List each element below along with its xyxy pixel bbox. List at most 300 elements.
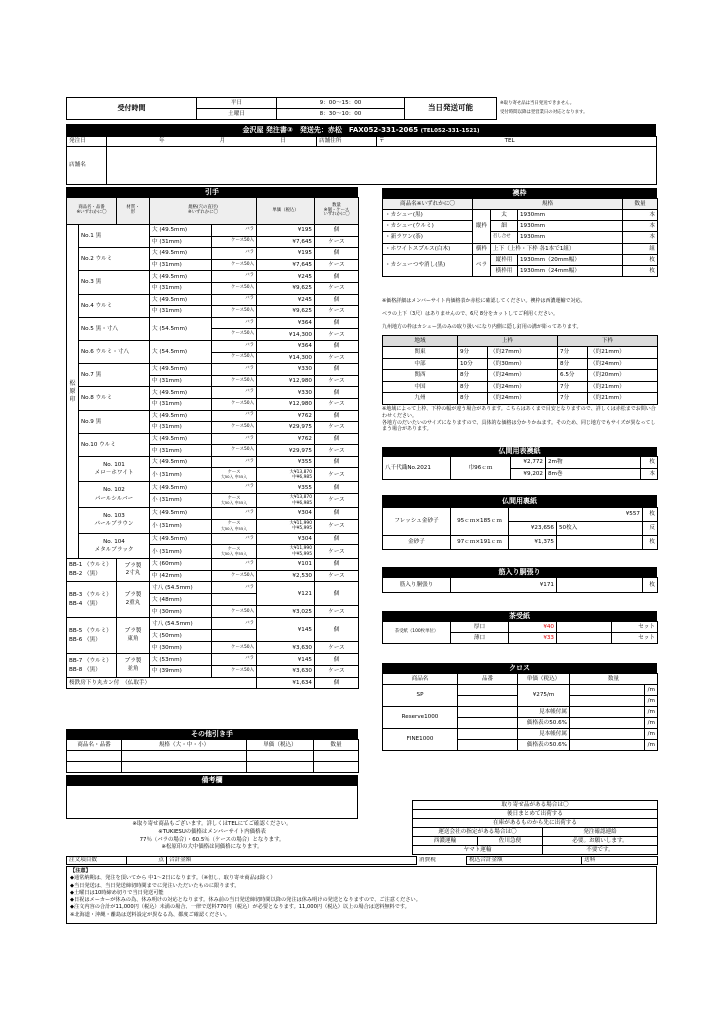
table-cell: ¥1,634 [257, 677, 315, 689]
table-cell [122, 762, 247, 773]
table-cell: ¥3,630 [257, 666, 315, 678]
table-cell [247, 762, 314, 773]
table-cell: ¥9,202 [511, 468, 546, 480]
table-cell: バラ [212, 456, 257, 468]
area-row [383, 381, 658, 393]
hikite-row[interactable] [67, 410, 359, 422]
table-cell [570, 685, 645, 696]
table-cell: ¥9,625 [257, 306, 315, 318]
table-cell: 個 [315, 618, 359, 642]
text: BB-1 （ウルミ） [69, 562, 112, 569]
text: 東角 [127, 635, 139, 642]
table-cell: 商品名 [383, 674, 458, 685]
text: (TEL052-331-1521) [420, 128, 480, 134]
text: プラ製 [124, 628, 142, 635]
text: ※北海道・沖縄・離島は送料設定が異なる為、都度ご確認ください。 [70, 911, 230, 918]
table-cell: 7分 [558, 381, 588, 393]
table-cell: ¥12,980 [257, 375, 315, 387]
form-title [66, 124, 656, 136]
table-cell [458, 685, 518, 696]
table-cell: （約27mm） [488, 347, 558, 359]
table-cell: 中 (39mm) [150, 666, 212, 678]
order-date-field[interactable] [107, 137, 317, 147]
table-cell: 寸八 (54.5mm) [150, 618, 212, 630]
table-cell: 単価（税込） [247, 740, 314, 751]
table-cell: ¥275/m [518, 685, 570, 707]
table-cell: 下枠 [558, 336, 658, 347]
table-cell: ¥355 [257, 456, 315, 468]
saturday-label: 土曜日 [197, 109, 277, 120]
table-cell: 大 (49.5mm) [150, 364, 212, 376]
text: ※個・ケース [323, 207, 350, 213]
table-cell: 1930mm [518, 210, 623, 221]
table-cell [570, 740, 645, 751]
table-cell: （約30mm） [488, 358, 558, 370]
table-cell: No.3 黒 [79, 271, 150, 294]
table-cell: 中 (31mm) [150, 398, 212, 410]
table-cell: ケース [315, 422, 359, 434]
table-cell: 厚口 [451, 622, 509, 633]
hikite-row[interactable] [67, 559, 359, 571]
text: 大¥13,870 [289, 495, 312, 501]
table-cell: 縦枠用 [491, 254, 518, 265]
table-cell: 税込合計金額 [467, 857, 582, 865]
table-cell: ・カシュー(黒) [383, 210, 473, 221]
text: 中¥6,985 [292, 474, 312, 480]
text: 並角 [127, 665, 139, 672]
table-cell: バラ [212, 533, 257, 545]
hikite-row[interactable] [67, 482, 359, 494]
table-cell: ¥195 [257, 225, 315, 237]
table-cell: バラ [212, 364, 257, 376]
table-cell: バラ [212, 294, 257, 306]
hikite-row[interactable] [67, 340, 359, 352]
text: 商品名・品番 [78, 205, 105, 211]
other-hikite-table [66, 739, 359, 773]
table-cell: バラ [212, 410, 257, 422]
table-cell: 中 (30mm) [150, 606, 212, 618]
table-cell [557, 536, 643, 550]
hikite-row[interactable] [67, 456, 359, 468]
remarks-field[interactable] [66, 785, 358, 819]
table-cell: 大 (49.5mm) [150, 271, 212, 283]
table-cell: ケース50入 [212, 329, 257, 341]
table-cell: 個 [315, 225, 359, 237]
table-cell: 中 (31mm) [150, 422, 212, 434]
table-cell: 個 [315, 317, 359, 329]
butsu-ura-table [382, 507, 658, 550]
text: ※いずれかに〇 [76, 210, 107, 215]
confirm-no[interactable]: 不要です。 [543, 846, 658, 855]
table-cell [314, 751, 359, 762]
table-cell: ケース [315, 642, 359, 654]
text: ※地域によって上枠、下枠の幅が違う場合があります。こちらはあくまで目安となりますので、詳しくは赤松までお問い合わせください。 [382, 406, 656, 419]
table-cell: 個 [315, 559, 359, 571]
table-cell: 7分 [558, 347, 588, 359]
reception-label: 受付時間 [67, 98, 197, 120]
table-cell: No.1 黒 [79, 225, 150, 248]
table-cell: 品番 [458, 674, 518, 685]
hikite-row[interactable] [67, 654, 359, 666]
text: ケース [227, 470, 241, 476]
table-cell: No.6 ウルミ・寸八 [79, 340, 150, 363]
table-cell [117, 559, 150, 582]
table-cell: ¥355 [257, 482, 315, 494]
other-row-2[interactable] [67, 762, 122, 773]
table-cell: ケース [315, 545, 359, 559]
hikite-table [66, 197, 359, 689]
table-cell: /m [645, 729, 658, 740]
hikite-row[interactable] [67, 271, 359, 283]
text: BB-6 （黒） [69, 636, 101, 643]
table-cell: ¥364 [257, 317, 315, 329]
table-cell: 大 (48mm) [150, 594, 212, 606]
hikite-row[interactable] [67, 433, 359, 445]
table-cell: ケース50入 [212, 422, 257, 434]
hikite-row[interactable] [67, 618, 359, 630]
table-cell: 大 (49.5mm) [150, 410, 212, 422]
table-cell [117, 582, 150, 618]
hikite-row[interactable] [67, 387, 359, 399]
table-cell [67, 582, 117, 618]
table-cell: 寸八 (54.5mm) [150, 582, 212, 594]
table-cell: 取り寄せ品がある場合は〇 [413, 801, 658, 810]
table-cell: 数量 [314, 740, 359, 751]
table-cell: 茶受紙（100枚単位） [383, 622, 451, 644]
table-cell: ¥40 [509, 622, 557, 633]
table-cell: ケース [315, 236, 359, 248]
table-cell: 中国 [383, 381, 458, 393]
table-cell: （約21mm） [588, 347, 658, 359]
table-cell: 中 (31mm) [150, 306, 212, 318]
table-cell: バラ [212, 582, 257, 594]
table-cell: 中 (31mm) [150, 282, 212, 294]
table-cell: 個 [315, 340, 359, 352]
hikite-row[interactable] [67, 317, 359, 329]
carrier-seino[interactable]: 西濃運輸 [413, 837, 478, 846]
table-cell: ¥3,025 [257, 606, 315, 618]
hikite-row[interactable] [67, 364, 359, 376]
table-cell: /m [645, 685, 658, 696]
table-cell [570, 718, 645, 729]
table-cell: 大 (50mm) [150, 630, 212, 642]
table-cell: 個 [315, 456, 359, 468]
butsu-ura-title: 仏間用裏紙 [382, 495, 657, 507]
table-cell: 発注確認連絡 [543, 828, 658, 837]
table-cell: ¥1,375 [509, 536, 557, 550]
table-cell: 大 (49.5mm) [150, 248, 212, 260]
table-cell: 小 (31mm) [150, 545, 212, 559]
table-cell [570, 707, 645, 718]
table-cell: ¥245 [257, 294, 315, 306]
text: 中¥5,995 [292, 526, 312, 532]
table-cell [117, 198, 150, 225]
table-cell: ケース50入 [212, 642, 257, 654]
table-cell: /m [645, 696, 658, 707]
table-cell: バラ [212, 387, 257, 399]
table-cell: ¥2,772 [511, 457, 546, 469]
text: 大50入 中55入 [220, 474, 248, 480]
table-cell: 召し合せ [491, 232, 518, 243]
table-cell: 8分 [458, 381, 488, 393]
weekday-time: 9：00～15：00 [277, 98, 405, 109]
text: No. 102 [103, 487, 125, 494]
table-cell: 大 (49.5mm) [150, 508, 212, 520]
table-cell: ・新ラワン(茶) [383, 232, 473, 243]
table-cell: /m [645, 707, 658, 718]
text: パールブラウン [94, 521, 134, 528]
table-cell: 個 [315, 482, 359, 494]
table-cell: 関西 [383, 370, 458, 382]
butsu-omote-title: 仏間用表襖紙 [382, 447, 657, 456]
table-cell: No.10 ウルミ [79, 433, 150, 456]
table-cell [212, 468, 257, 482]
table-cell: 中 (31mm) [150, 445, 212, 457]
fuchi-table [382, 198, 658, 277]
hikite-row[interactable] [67, 294, 359, 306]
store-name-label: 店舗名 [67, 147, 107, 185]
text: 金沢屋 発注書③ 発送先：赤松 FAX052-331-2065 [242, 126, 419, 134]
confirm-yes[interactable]: 必要。お願いします。 [543, 837, 658, 846]
area-row [383, 358, 658, 370]
table-cell: 横枠 [473, 243, 491, 254]
table-cell: 商品名・品番 [67, 740, 122, 751]
text: ベラの上下（3尺）はありませんので、6尺 8分をカットしてご利用ください。 [382, 311, 558, 317]
table-cell: 本 [623, 232, 658, 243]
table-cell: 大 (49.5mm) [150, 433, 212, 445]
text: ※取り寄せ商品もございます。詳しくはTELにてご確認ください。 [132, 821, 292, 827]
table-cell: 合計金額 [167, 857, 417, 865]
table-cell: ¥171 [451, 578, 557, 593]
other-row-1[interactable] [67, 751, 122, 762]
text: BB-2 （黒） [69, 571, 101, 578]
table-cell: 大 (49.5mm) [150, 387, 212, 399]
table-cell: 8分 [558, 358, 588, 370]
hikite-row[interactable] [67, 248, 359, 260]
reception-table [66, 97, 657, 120]
table-cell: 大 (49.5mm) [150, 533, 212, 545]
table-cell [458, 729, 518, 740]
text: プラ製 [124, 562, 142, 569]
other-hikite-title: その他引き手 [66, 729, 358, 739]
table-cell [458, 718, 518, 729]
table-cell [257, 468, 315, 482]
text: パールシルバー [94, 495, 134, 502]
store-address-field[interactable] [377, 137, 657, 147]
text: 月 [219, 138, 226, 145]
table-cell: 小 (31mm) [150, 494, 212, 508]
weekday-label: 平日 [197, 98, 277, 109]
cloth-title: クロス [382, 663, 657, 673]
text: 年 [159, 138, 165, 145]
table-cell: 1930mm [518, 232, 623, 243]
table-cell: ケース [315, 494, 359, 508]
text: プラ製 [124, 657, 142, 664]
carrier-yamato[interactable]: ヤマト運輸 [413, 846, 543, 855]
table-cell: セット [612, 622, 658, 633]
table-cell: ¥33 [509, 633, 557, 644]
table-cell: 中部 [383, 358, 458, 370]
table-cell [212, 594, 257, 606]
table-cell: No.7 黒 [79, 364, 150, 387]
table-cell: 1930mm [518, 221, 623, 232]
table-cell: 単価（税込） [518, 674, 570, 685]
table-cell [212, 630, 257, 642]
table-cell [117, 618, 150, 654]
table-cell: 巾96ｃｍ [451, 457, 511, 480]
table-cell [79, 456, 150, 482]
shipping-options-table [412, 800, 658, 855]
table-cell [79, 482, 150, 508]
table-cell: ・ホワイトスプルス(白木) [383, 243, 473, 254]
area-row [383, 347, 658, 359]
table-cell: （約24mm） [488, 381, 558, 393]
text: 大50入 中55入 [220, 499, 248, 505]
table-cell: 上枠 [458, 336, 558, 347]
carrier-sagawa[interactable]: 佐川急便 [478, 837, 543, 846]
table-cell: 運送会社の指定がある場合は〇 [413, 828, 543, 837]
table-cell [79, 508, 150, 534]
table-cell: ケース [315, 398, 359, 410]
table-cell: 個 [315, 271, 359, 283]
table-cell: ¥23,656 [509, 522, 557, 536]
table-cell: バラ [212, 508, 257, 520]
cloth-table [382, 673, 658, 751]
table-cell: ケース [315, 375, 359, 387]
table-cell: 中 (31mm) [150, 259, 212, 271]
order-date-label: 発注日 [67, 137, 107, 147]
text: 大50入 中55入 [220, 525, 248, 531]
hikite-row[interactable] [67, 533, 359, 545]
table-cell: 九州 [383, 393, 458, 405]
table-cell: 個 [315, 677, 359, 689]
table-cell: ¥304 [257, 533, 315, 545]
table-cell: ケース50入 [212, 445, 257, 457]
text: ◆通常納期は、発注を頂いてから 中1～2日になります。（※但し、取り寄せ商品は除く） [70, 875, 276, 882]
table-cell: 小 (31mm) [150, 468, 212, 482]
text: No. 103 [103, 512, 125, 519]
table-cell: 大 (49.5mm) [150, 456, 212, 468]
hikite-row[interactable] [67, 677, 359, 689]
table-cell: ケース50入 [212, 398, 257, 410]
text: メタルブラック [94, 546, 134, 553]
table-cell: 2m物 [546, 457, 641, 469]
table-cell: 個 [315, 533, 359, 545]
table-cell [314, 762, 359, 773]
table-cell: （約24mm） [588, 358, 658, 370]
text: BB-7 （ウルミ） [69, 657, 112, 664]
table-cell: ケース50入 [212, 259, 257, 271]
table-cell [212, 519, 257, 533]
table-cell: /m [645, 740, 658, 751]
table-cell: バラ [212, 433, 257, 445]
table-cell [212, 494, 257, 508]
table-cell: ¥29,975 [257, 445, 315, 457]
option-stock-first[interactable]: 在庫があるものから先に出荷する [413, 819, 658, 828]
table-cell: 50枚入 [557, 522, 643, 536]
table-cell: 個 [315, 654, 359, 666]
hikite-title: 引手 [66, 187, 358, 197]
table-cell: ¥29,975 [257, 422, 315, 434]
table-cell: No.9 黒 [79, 410, 150, 433]
option-later[interactable]: 後日まとめて出荷する [413, 810, 658, 819]
table-cell: 大 (54.5mm) [150, 317, 212, 340]
table-cell: 97ｃｍ×191ｃｍ [451, 536, 509, 550]
table-cell: ¥145 [257, 654, 315, 666]
hikite-row[interactable] [67, 225, 359, 237]
table-cell [458, 740, 518, 751]
hikite-row[interactable] [67, 508, 359, 520]
table-cell [570, 729, 645, 740]
table-cell [247, 751, 314, 762]
text: BB-8 （黒） [69, 666, 101, 673]
text: 77％（バラの場合）・60.5％（ケースの場合）となります。 [139, 836, 285, 843]
text: No. 104 [103, 538, 125, 545]
table-cell: ¥330 [257, 387, 315, 399]
table-cell: 枚 [623, 265, 658, 276]
table-cell: 枚 [643, 536, 658, 550]
hikite-row[interactable] [67, 582, 359, 594]
table-cell: ¥121 [257, 582, 315, 606]
text: 中¥6,985 [292, 500, 312, 506]
table-cell: 反 [643, 522, 658, 536]
table-cell [67, 198, 117, 225]
table-cell: ¥245 [257, 271, 315, 283]
store-address-label: 店舗住所 [317, 137, 377, 147]
table-cell: ¥364 [257, 340, 315, 352]
header-note-1: ※取り寄せ品は当日発送できません。 [500, 101, 575, 107]
table-cell: 95ｃｍ×185ｃｍ [451, 508, 509, 536]
table-cell: ¥557 [509, 508, 643, 522]
table-cell: No.5 黒・寸八 [79, 317, 150, 340]
table-cell [570, 696, 645, 707]
order-info-table [66, 136, 657, 185]
table-cell [497, 98, 657, 120]
table-cell: ¥3,630 [257, 642, 315, 654]
chaban-table [382, 621, 658, 644]
bottom-notes [66, 821, 358, 852]
table-cell: 八千代織No.2021 [383, 457, 451, 480]
text: No. 101 [103, 461, 125, 468]
table-cell: バラ [212, 482, 257, 494]
table-cell: （約21mm） [588, 393, 658, 405]
table-cell: 本 [623, 221, 658, 232]
table-cell: ケース [315, 306, 359, 318]
table-cell: ¥304 [257, 508, 315, 520]
table-cell: 縦枠 [473, 210, 491, 244]
table-cell: 関東 [383, 347, 458, 359]
text: 日 [280, 138, 286, 145]
text: 形 [130, 210, 136, 215]
table-cell: ケース50入 [212, 606, 257, 618]
table-cell: バラ [212, 618, 257, 630]
text: TEL [504, 138, 515, 145]
table-cell: （約20mm） [588, 370, 658, 382]
table-cell: セット [612, 633, 658, 644]
table-cell: 数量 [570, 674, 658, 685]
table-cell: 中 (31mm) [150, 236, 212, 248]
text: 大¥11,990 [289, 520, 312, 526]
table-cell: 個 [315, 294, 359, 306]
table-cell [315, 198, 359, 225]
table-cell: ケース50入 [212, 352, 257, 364]
text: ※松原印の大中価格は同価格になります。 [161, 844, 263, 851]
table-cell: （約24mm） [488, 393, 558, 405]
store-name-field[interactable] [107, 147, 657, 185]
table-cell: 1930mm（24mm幅） [518, 265, 623, 276]
table-cell: 8分 [458, 393, 488, 405]
table-cell: ケース [315, 282, 359, 294]
